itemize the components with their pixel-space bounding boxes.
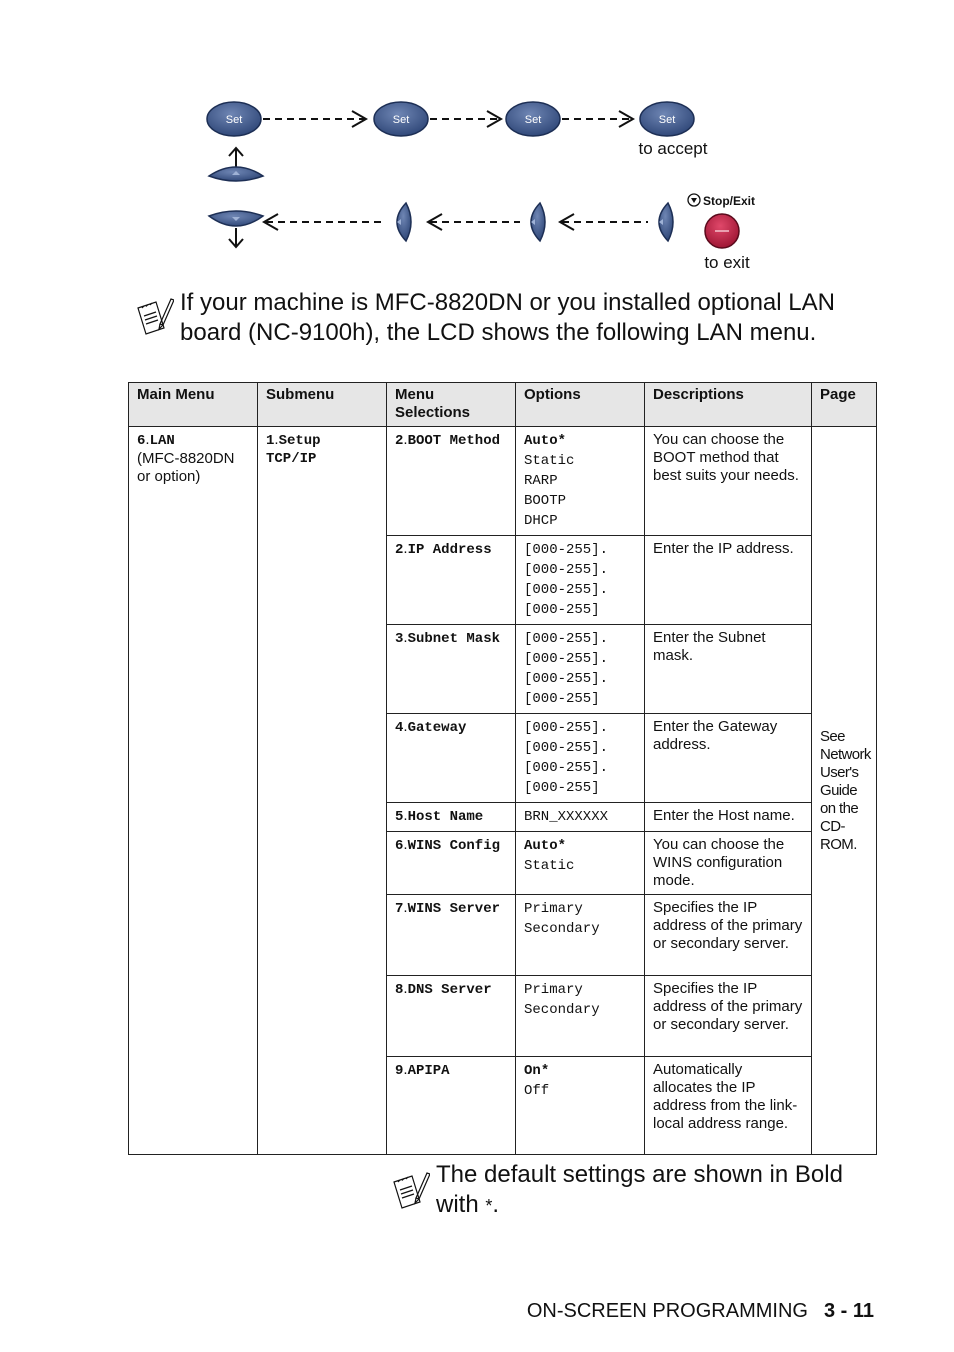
options-cell — [516, 803, 645, 832]
description-cell: You can choose the BOOT method that best suits your needs. — [645, 427, 812, 536]
menu-selection-cell: 4.Gateway — [387, 714, 516, 803]
option-value: On* — [524, 1063, 550, 1079]
footer-page-number: 3 - 11 — [823, 1300, 874, 1322]
svg-text:Set: Set — [392, 114, 410, 126]
option-value: Primary — [524, 901, 583, 917]
description-cell: Specifies the IP address of the primary or secondary server. — [645, 976, 812, 1057]
note-text: If your machine is MFC-8820DN or you installed optional LAN board (NC-9100h), the LCD shows the following LAN menu. — [180, 289, 835, 346]
set-button-1 — [207, 102, 261, 136]
svg-text:Set: Set — [658, 114, 676, 126]
note-text: The default settings are shown in Bold with *. — [436, 1161, 843, 1218]
option-value: Secondary — [524, 1002, 600, 1018]
header-main-menu: Main Menu — [129, 383, 258, 427]
option-value: Auto* — [524, 838, 567, 854]
options-cell — [516, 832, 645, 895]
header-descriptions: Descriptions — [645, 383, 812, 427]
option-value: Off — [524, 1083, 550, 1099]
option-value: [000-255] — [524, 602, 600, 618]
options-cell — [516, 714, 645, 803]
option-value: Secondary — [524, 921, 600, 937]
menu-selection-cell: 5.Host Name — [387, 803, 516, 832]
footer-section: ON-SCREEN PROGRAMMING — [526, 1300, 808, 1322]
options-cell — [516, 895, 645, 976]
svg-text:Stop/Exit: Stop/Exit — [703, 194, 756, 208]
arrow-right-icon — [263, 111, 366, 127]
set-button-4 — [640, 102, 694, 136]
header-menu-selections: Menu Selections — [387, 383, 516, 427]
default-settings-note — [390, 1160, 880, 1221]
main-menu-cell: 6.LAN (MFC-8820DN or option) — [129, 427, 258, 1155]
lan-menu-note — [134, 288, 874, 348]
option-value: Static — [524, 858, 575, 874]
up-key-icon — [209, 148, 263, 181]
set-button-3 — [506, 102, 560, 136]
option-value: Primary — [524, 982, 583, 998]
note-pad-icon — [134, 294, 174, 338]
option-value: [000-255] — [524, 780, 600, 796]
description-cell: Enter the Subnet mask. — [645, 625, 812, 714]
menu-selection-cell: 3.Subnet Mask — [387, 625, 516, 714]
option-value: [000-255]. — [524, 720, 609, 736]
navigation-diagram — [0, 0, 954, 290]
option-value: [000-255]. — [524, 631, 609, 647]
stop-exit-button — [705, 214, 739, 248]
description-cell: Enter the Host name. — [645, 803, 812, 832]
option-value: [000-255] — [524, 691, 600, 707]
left-key-icon — [531, 203, 545, 241]
option-value: DHCP — [524, 513, 558, 529]
exit-label: to exit — [704, 253, 750, 272]
description-cell: You can choose the WINS configuration mode. — [645, 832, 812, 895]
header-page: Page — [812, 383, 877, 427]
arrow-right-icon — [562, 111, 633, 127]
note-pad-icon — [390, 1168, 430, 1212]
options-cell — [516, 1057, 645, 1155]
default-marker: * — [540, 1063, 550, 1079]
option-value: [000-255]. — [524, 542, 609, 558]
options-cell — [516, 976, 645, 1057]
arrow-left-icon — [264, 214, 386, 230]
option-value: BRN_XXXXXX — [524, 809, 609, 825]
description-cell: Enter the Gateway address. — [645, 714, 812, 803]
arrow-left-icon — [560, 214, 648, 230]
menu-selection-cell: 8.DNS Server — [387, 976, 516, 1057]
lan-menu-table — [128, 382, 877, 1155]
option-value: [000-255]. — [524, 651, 609, 667]
table-row — [129, 427, 877, 536]
left-key-icon — [397, 203, 411, 241]
header-submenu: Submenu — [258, 383, 387, 427]
set-button-2 — [374, 102, 428, 136]
svg-text:Set: Set — [225, 114, 243, 126]
header-options: Options — [516, 383, 645, 427]
arrow-left-icon — [428, 214, 520, 230]
stop-exit-label — [688, 194, 755, 208]
description-cell: Enter the IP address. — [645, 536, 812, 625]
default-marker: * — [557, 838, 567, 854]
menu-selection-cell: 7.WINS Server — [387, 895, 516, 976]
option-value: Static — [524, 453, 575, 469]
option-value: [000-255]. — [524, 760, 609, 776]
menu-selection-cell: 2.IP Address — [387, 536, 516, 625]
page-footer — [527, 1300, 874, 1323]
option-value: [000-255]. — [524, 740, 609, 756]
options-cell — [516, 625, 645, 714]
options-cell — [516, 536, 645, 625]
option-value: RARP — [524, 473, 558, 489]
option-value: [000-255]. — [524, 562, 609, 578]
options-cell — [516, 427, 645, 536]
option-value: [000-255]. — [524, 671, 609, 687]
accept-label: to accept — [638, 139, 708, 158]
svg-text:Set: Set — [524, 114, 542, 126]
left-key-icon — [659, 203, 673, 241]
submenu-cell: 1.Setup TCP/IP — [258, 427, 387, 1155]
default-marker: * — [557, 433, 567, 449]
description-cell: Specifies the IP address of the primary or secondary server. — [645, 895, 812, 976]
menu-selection-cell: 2.BOOT Method — [387, 427, 516, 536]
table-header-row — [129, 383, 877, 427]
menu-selection-cell: 6.WINS Config — [387, 832, 516, 895]
description-cell: Automatically allocates the IP address from the link-local address range. — [645, 1057, 812, 1155]
arrow-right-icon — [430, 111, 501, 127]
option-value: [000-255]. — [524, 582, 609, 598]
default-marker: * — [485, 1196, 493, 1216]
option-value: Auto* — [524, 433, 567, 449]
down-key-icon — [209, 211, 263, 247]
page-reference-cell: See Network User's Guide on the CD-ROM. — [812, 427, 877, 1155]
option-value: BOOTP — [524, 493, 567, 509]
menu-selection-cell: 9.APIPA — [387, 1057, 516, 1155]
main-menu-note: (MFC-8820DN or option) — [137, 450, 235, 485]
